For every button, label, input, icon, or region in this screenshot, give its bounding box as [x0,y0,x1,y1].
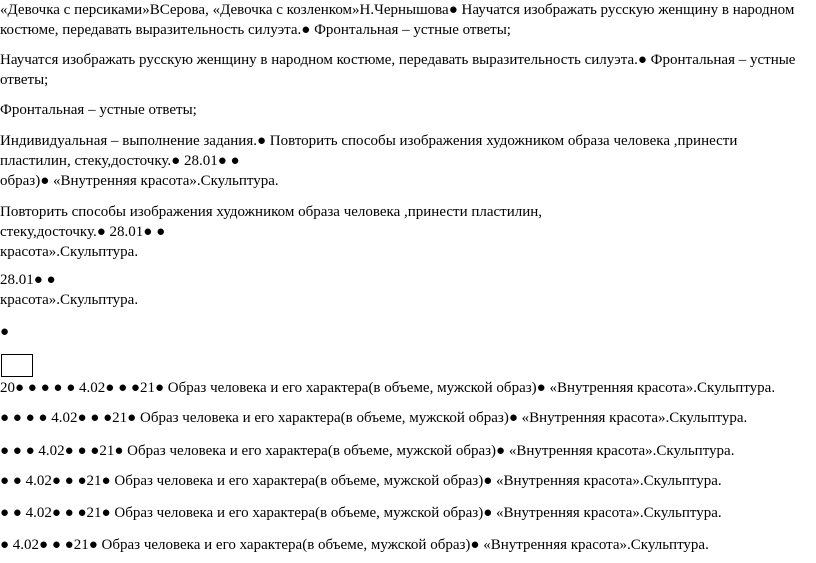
paragraph-12 [0,503,722,523]
paragraph-4 [0,131,737,191]
paragraph-1 [0,0,794,40]
text-line: 28.01● ● [0,272,56,288]
text-line: ● ● ● 4.02● ● ●21● Образ человека и его характера(в объеме, мужской образ)● «Внутренняя красота».Скульптура. [0,443,735,459]
text-line: ● ● 4.02● ● ●21● Образ человека и его характера(в объеме, мужской образ)● «Внутренняя красота».Скульптура. [0,505,722,521]
paragraph-10 [0,441,734,461]
text-line: пластилин, стеку,досточку.● 28.01● ● [0,153,240,169]
text-line: ответы; [0,72,49,88]
text-line: ● ● ● ● 4.02● ● ●21● Образ человека и его характера(в объеме, мужской образ)● «Внутренняя красота».Скульптура. [0,410,748,426]
text-line: Повторить способы изображения художником образа человека ,принести пластилин, [0,204,543,220]
text-line: красота».Скульптура. [0,244,139,260]
paragraph-2 [0,50,795,90]
text-line: «Девочка с персиками»ВСерова, «Девочка с козленком»Н.Чернышова● Научатся изображать русскую женщину в народном [0,2,795,18]
paragraph-7 [0,322,9,342]
paragraph-5 [0,202,542,262]
bullet-icon: ● [0,324,10,340]
paragraph-3 [0,100,197,120]
text-line: костюме, передавать выразительность силуэта.● Фронтальная – устные ответы; [0,22,511,38]
text-line: Научатся изображать русскую женщину в народном костюме, передавать выразительность силуэта.● Фронтальная – устные [0,52,796,68]
paragraph-13 [0,535,709,555]
empty-table-cell [1,354,33,377]
text-line: красота».Скульптура. [0,292,139,308]
paragraph-6 [0,270,138,310]
paragraph-11 [0,471,722,491]
paragraph-8 [0,378,775,398]
text-line: ● ● 4.02● ● ●21● Образ человека и его характера(в объеме, мужской образ)● «Внутренняя красота».Скульптура. [0,473,722,489]
text-line: образ)● «Внутренняя красота».Скульптура. [0,173,279,189]
paragraph-9 [0,408,747,428]
text-line: Фронтальная – устные ответы; [0,102,197,118]
text-line: ● 4.02● ● ●21● Образ человека и его характера(в объеме, мужской образ)● «Внутренняя красота».Скульптура. [0,537,709,553]
text-line: 20● ● ● ● ● 4.02● ● ●21● Образ человека и его характера(в объеме, мужской образ)● «Внутренняя красота».Скульптура. [0,380,776,396]
text-line: стеку,досточку.● 28.01● ● [0,224,166,240]
text-line: Индивидуальная – выполнение задания.● Повторить способы изображения художником образа человека ,принести [0,133,738,149]
